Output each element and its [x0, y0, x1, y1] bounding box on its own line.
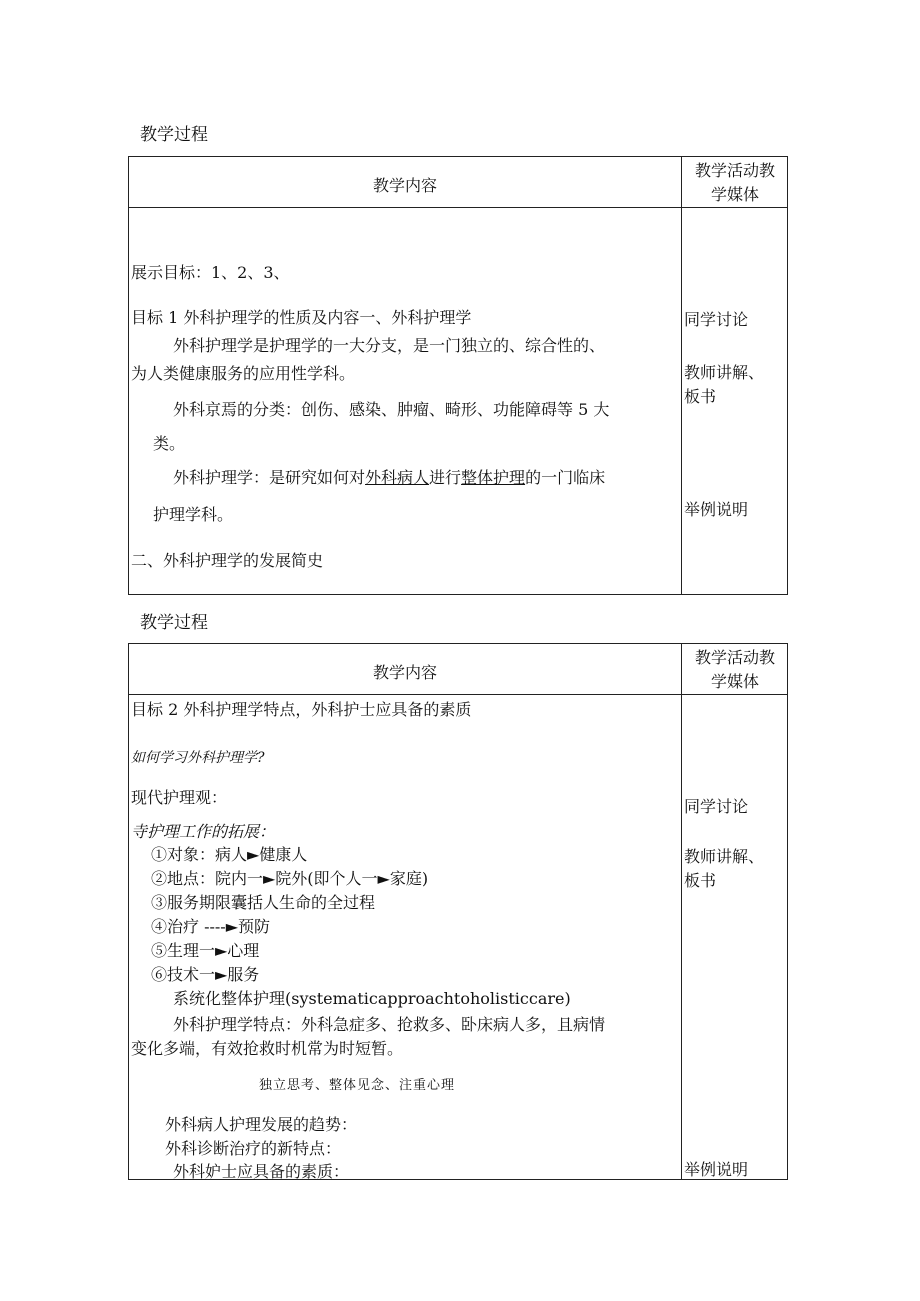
content-column-header: 教学内容 [372, 663, 437, 682]
underlined-term: 整体护理 [461, 468, 526, 487]
expansion-item: ⑥技术一►服务 [151, 965, 260, 984]
how-to-learn: 如何学习外科护理学? [131, 750, 265, 766]
diagnosis-features: 外科诊断治疗的新特点： [165, 1139, 342, 1158]
activity-column-header [682, 646, 788, 694]
column-divider [681, 157, 682, 594]
thinking-principles: 独立思考、整体见念、注重心理 [259, 1078, 456, 1093]
expansion-item: ④治疗 ----►预防 [151, 917, 271, 936]
teaching-process-table [128, 643, 788, 1180]
expansion-item: ②地点：院内一►院外(即个人一►家庭) [151, 869, 429, 888]
content-column-header: 教学内容 [372, 176, 437, 195]
activity-header-line: 学媒体 [710, 185, 759, 204]
text-segment: 进行 [429, 468, 462, 487]
activity-example: 举例说明 [684, 1160, 749, 1179]
work-expansion: 寺护理工作的拓展： [131, 822, 276, 841]
activity-header-line: 教学活动教 [694, 161, 775, 180]
underlined-term: 外科病人 [365, 468, 430, 487]
systematic-care: 系统化整体护理(systematicapproachtoholisticcare) [173, 989, 571, 1008]
activity-lecture: 教师讲解、 [684, 847, 765, 866]
activity-lecture: 板书 [684, 871, 717, 890]
expansion-item: ⑤生理一►心理 [151, 941, 260, 960]
definition-line: 为人类健康服务的应用性学科。 [131, 364, 356, 383]
header-divider [129, 694, 787, 695]
activity-header-line: 教学活动教 [694, 648, 775, 667]
activity-header-line: 学媒体 [710, 672, 759, 691]
text-segment: 外科护理学：是研究如何对 [173, 468, 366, 487]
header-divider [129, 207, 787, 208]
activity-discussion: 同学讨论 [684, 797, 749, 816]
development-trend: 外科病人护理发展的趋势： [165, 1115, 358, 1134]
nursing-definition-line [173, 465, 605, 488]
history-heading: 二、外科护理学的发展简史 [131, 551, 324, 570]
nurse-qualities: 外科妒士应具备的素质： [173, 1162, 350, 1181]
text-segment: 的一门临床 [525, 468, 606, 487]
classification-line: 外科京焉的分类：创伤、感染、肿瘤、畸形、功能障碍等 5 大 [173, 400, 610, 419]
definition-line: 外科护理学是护理学的一大分支，是一门独立的、综合性的、 [173, 336, 606, 355]
features-line: 变化多端，有效抢救时机常为时短暂。 [131, 1039, 404, 1058]
activity-lecture: 板书 [684, 387, 717, 406]
show-goals: 展示目标：1、2、3、 [131, 263, 290, 282]
modern-nursing-view: 现代护理观： [131, 788, 228, 807]
classification-line: 类。 [153, 434, 186, 453]
activity-lecture: 教师讲解、 [684, 363, 765, 382]
goal-2-heading: 目标 2 外科护理学特点，外科护士应具备的素质 [131, 700, 472, 719]
section-title: 教学过程 [140, 125, 208, 145]
goal-1-heading: 目标 1 外科护理学的性质及内容一、外科护理学 [131, 308, 472, 327]
activity-example: 举例说明 [684, 500, 749, 519]
features-line: 外科护理学特点：外科急症多、抢救多、卧床病人多，且病情 [173, 1015, 606, 1034]
activity-discussion: 同学讨论 [684, 310, 749, 329]
section-title: 教学过程 [140, 613, 208, 633]
expansion-item: ③服务期限囊括人生命的全过程 [151, 893, 376, 912]
activity-column-header [682, 159, 788, 207]
teaching-process-table [128, 156, 788, 595]
nursing-definition-line: 护理学科。 [153, 505, 234, 524]
expansion-item: ①对象：病人►健康人 [151, 845, 308, 864]
column-divider [681, 644, 682, 1179]
